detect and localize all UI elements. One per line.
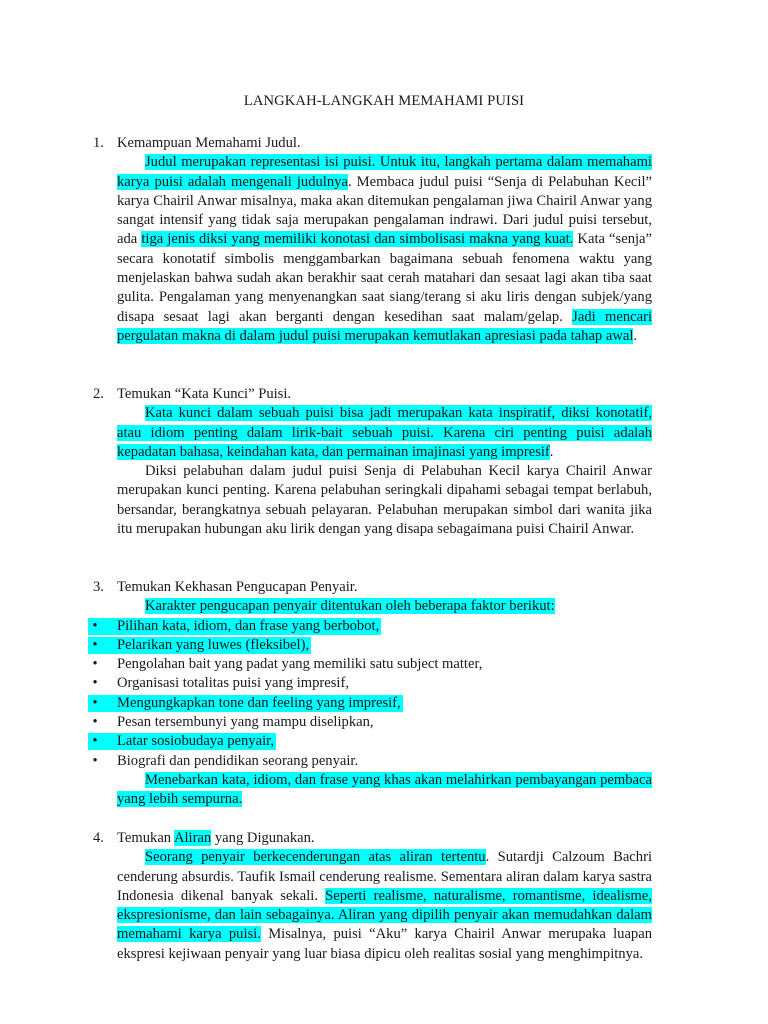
body-text: . [633, 327, 638, 344]
section-paragraph: Diksi pelabuhan dalam judul puisi Senja di Pelabuhan Kecil karya Chairil Anwar merupakan kunci penting. Karena pelabuhan seringkali dipahami sebagai tempat berlabuh, bersandar, berangkatnya sebuah pelayaran. Pelabuhan merupakan simbol dari wanita jika itu merupakan hubungan aku lirik dengan yang disapa sebagaimana puisi Chairil Anwar. [117, 463, 652, 538]
section-heading-text: Temukan Kekhasan Pengucapan Penyair. [117, 579, 358, 595]
bullet-item [92, 713, 652, 732]
bullet-item [92, 732, 652, 751]
bullet-item [92, 617, 652, 636]
section-heading [93, 829, 652, 848]
section-heading-text: Kemampuan Memahami Judul. [117, 135, 301, 151]
bullet-item [92, 636, 652, 655]
highlighted-text: Judul merupakan representasi isi puisi. Untuk itu, langkah pertama dalam memahami karya puisi adalah mengenali judulnya [117, 154, 652, 190]
section-intro [117, 597, 652, 616]
section-number: 2. [93, 386, 104, 402]
bullet-text: Pesan tersembunyi yang mampu diselipkan, [117, 714, 374, 731]
body-text: . Membaca judul puisi “Senja di Pelabuhan Kecil” karya Chairil Anwar misalnya, maka akan ditemukan pengalaman jiwa Chairil Anwar yang sangat intensif yang tidak saja merupakan pengalaman indrawi. Dari judul puisi tersebut, ada [117, 173, 652, 248]
section-3 [92, 578, 652, 810]
highlighted-text: Menebarkan kata, idiom, dan frase yang khas akan melahirkan pembayangan pembaca yang lebih sempurna. [117, 771, 652, 808]
bullet-text: Pengolahan bait yang padat yang memiliki satu subject matter, [117, 656, 483, 673]
section-heading-text [117, 830, 315, 846]
highlighted-text: tiga jenis diksi yang memiliki konotasi dan simbolisasi makna yang kuat. [141, 231, 574, 248]
bullet-dot-icon: • [92, 694, 98, 711]
section-paragraph [117, 404, 652, 462]
section-4 [93, 829, 653, 964]
section-heading-text: Temukan “Kata Kunci” Puisi. [117, 386, 292, 402]
bullet-item [92, 674, 652, 693]
section-heading [93, 385, 652, 404]
bullet-dot-icon: • [92, 656, 98, 673]
section-2 [93, 385, 652, 539]
highlighted-text: Jadi mencari pergulatan makna di dalam judul puisi merupakan kemutlakan apresiasi pada tahap awal [117, 308, 652, 344]
section-paragraph [117, 848, 652, 964]
section-number: 4. [93, 830, 104, 846]
bullet-dot-icon: • [92, 752, 98, 769]
heading-text-part: yang Digunakan. [211, 830, 315, 846]
bullet-text: Latar sosiobudaya penyair, [117, 733, 275, 750]
highlighted-text: Seorang penyair berkecenderungan atas aliran tertentu [145, 849, 486, 866]
bullet-item [92, 694, 652, 713]
section-heading [93, 134, 652, 153]
highlighted-text: Aliran [173, 830, 212, 846]
section-closing [117, 771, 652, 810]
bullet-dot-icon: • [92, 675, 98, 692]
heading-text-part: Temukan [117, 830, 174, 846]
highlighted-text: Kata kunci dalam sebuah puisi bisa jadi merupakan kata inspiratif, diksi konotatif, atau idiom penting dalam lirik-bait sebuah puisi. Karena ciri penting puisi adalah kepadatan bahasa, keindahan kata, dan permainan imajinasi yang impresif [117, 405, 652, 460]
section-1 [93, 134, 653, 346]
bullet-dot-icon: • [92, 636, 98, 653]
bullet-text: Pilihan kata, idiom, dan frase yang berbobot, [117, 617, 380, 634]
body-text: Misalnya, puisi “Aku” karya Chairil Anwar merupaka luapan ekspresi kejiwaan penyair yang luar biasa dipicu oleh realitas sosial yang menghimpitnya. [117, 926, 653, 962]
bullet-text: Pelarikan yang luwes (fleksibel), [117, 636, 310, 653]
bullet-dot-icon: • [92, 714, 98, 731]
highlighted-text: Karakter pengucapan penyair ditentukan oleh beberapa faktor berikut: [145, 598, 555, 615]
bullet-text: Organisasi totalitas puisi yang impresif, [117, 675, 349, 692]
body-text: . Sutardji Calzoum Bachri cenderung absurdis. Taufik Ismail cenderung realisme. Sementara aliran dalam karya sastra Indonesia dikenal banyak sekali. [117, 849, 653, 904]
body-text: . [549, 443, 554, 460]
section-number: 1. [93, 135, 104, 151]
section-heading [93, 578, 652, 597]
bullet-list [92, 617, 652, 771]
bullet-text: Biografi dan pendidikan seorang penyair. [117, 752, 359, 769]
highlighted-text: Seperti realisme, naturalisme, romantisme, idealisme, ekspresionisme, dan lain sebagainya. Aliran yang dipilih penyair akan memudahkan dalam memahami karya puisi. [117, 887, 652, 943]
section-paragraph [117, 153, 652, 346]
bullet-item [92, 655, 652, 674]
bullet-dot-icon: • [92, 617, 98, 634]
bullet-item [92, 752, 652, 771]
bullet-text: Mengungkapkan tone dan feeling yang impresif, [117, 694, 401, 711]
section-number: 3. [93, 579, 104, 595]
document-title: LANGKAH-LANGKAH MEMAHAMI PUISI [243, 93, 525, 109]
body-text: Kata “senja” secara konotatif simbolis menggambarkan bagaimana sebuah fenomena waktu yang menjelaskan bahwa sudah akan berakhir saat cerah matahari dan sesaat lagi akan tiba saat gulita. Pengalaman yang menyenangkan saat siang/terang si aku liris dengan subjek/yang disapa sesaat lagi akan berganti dengan kesedihan saat malam/gelap. [117, 231, 653, 325]
bullet-dot-icon: • [92, 733, 98, 750]
